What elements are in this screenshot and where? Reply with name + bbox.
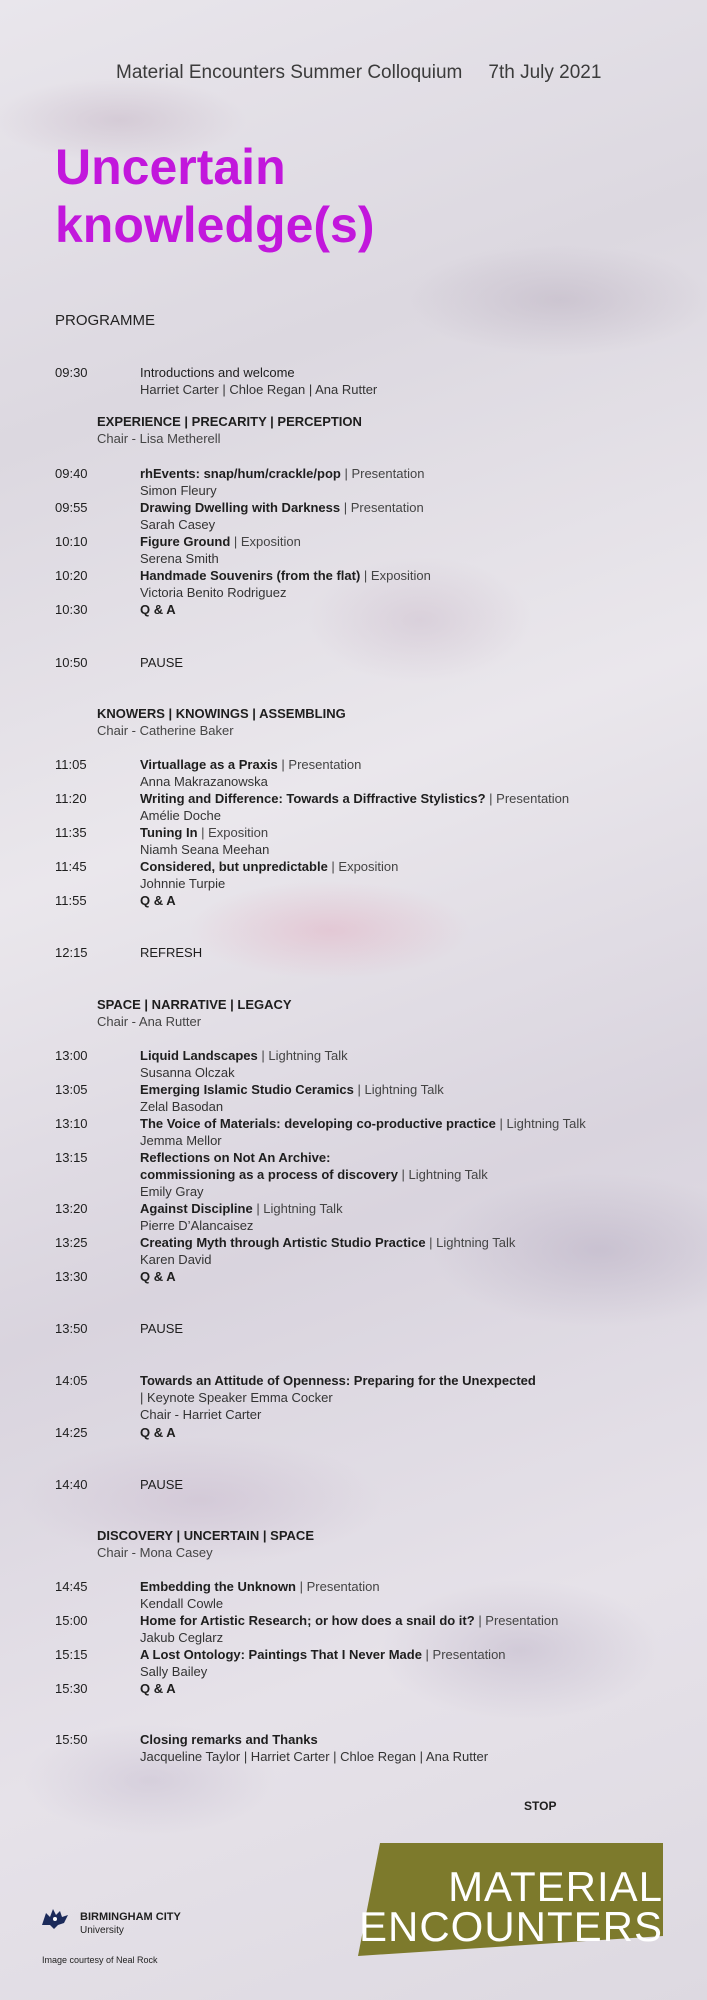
row-type: | Exposition [360, 568, 431, 583]
row-speaker: Jemma Mellor [140, 1133, 222, 1148]
row-type: | Exposition [197, 825, 269, 840]
programme-label: PROGRAMME [55, 312, 156, 329]
row-title: Drawing Dwelling with Darkness [140, 500, 341, 515]
row-title: Q & A [140, 1269, 176, 1284]
row-time: 13:20 [55, 1201, 88, 1216]
row-speaker: Karen David [140, 1252, 212, 1267]
row-time: 13:05 [55, 1082, 88, 1097]
row-time: 12:15 [55, 945, 88, 960]
row-title: Introductions and welcome [140, 365, 295, 380]
row-title: REFRESH [140, 945, 203, 960]
row-speaker: Johnnie Turpie [140, 876, 226, 891]
section-chair: Chair - Catherine Baker [97, 723, 234, 738]
row-title: PAUSE [140, 655, 184, 670]
row-time: 13:10 [55, 1116, 88, 1131]
row-time: 09:55 [55, 500, 88, 515]
row-time: 14:25 [55, 1425, 88, 1440]
row-time: 15:50 [55, 1732, 88, 1747]
event-name: Material Encounters Summer Colloquium [116, 62, 463, 83]
row-time: 13:25 [55, 1235, 88, 1250]
section-heading [97, 1527, 314, 1561]
row-time: 10:30 [55, 602, 88, 617]
row-speaker: Harriet Carter | Chloe Regan | Ana Rutter [140, 382, 378, 397]
row-type: | Presentation [340, 500, 424, 515]
image-credit: Image courtesy of Neal Rock [42, 1955, 158, 1965]
section-chair: Chair - Lisa Metherell [97, 431, 221, 446]
row-title: Creating Myth through Artistic Studio Practice [140, 1235, 426, 1250]
row-type: | Presentation [485, 791, 570, 806]
row-time: 11:20 [55, 791, 87, 806]
row-type: | Presentation [296, 1579, 380, 1594]
row-title: Handmade Souvenirs (from the flat) [140, 568, 361, 583]
row-title: A Lost Ontology: Paintings That I Never Made [140, 1647, 422, 1662]
university-name: BIRMINGHAM CITY [80, 1911, 181, 1923]
page-title [55, 138, 374, 254]
row-type: | Presentation [340, 466, 425, 481]
row-time: 09:30 [55, 365, 88, 380]
row-time: 11:05 [55, 757, 87, 772]
section-title: EXPERIENCE | PRECARITY | PERCEPTION [97, 414, 362, 429]
row-title: Home for Artistic Research; or how does a snail do it? [140, 1613, 475, 1628]
row-speaker: | Keynote Speaker Emma Cocker [140, 1390, 333, 1405]
row-time: 10:10 [55, 534, 88, 549]
row-type: | Lightning Talk [353, 1082, 444, 1097]
section-chair: Chair - Ana Rutter [97, 1014, 202, 1029]
row-title: Embedding the Unknown [140, 1579, 296, 1594]
row-title: Q & A [140, 1425, 176, 1440]
row-title: Against Discipline [140, 1201, 253, 1216]
row-speaker: Serena Smith [140, 551, 219, 566]
row-title: Writing and Difference: Towards a Diffractive Stylistics? [140, 791, 486, 806]
row-speaker: Sally Bailey [140, 1664, 208, 1679]
row-time: 14:05 [55, 1373, 88, 1388]
row-title: Q & A [140, 602, 176, 617]
row-title: Tuning In [140, 825, 198, 840]
row-time: 13:50 [55, 1321, 88, 1336]
row-type: | Lightning Talk [252, 1201, 343, 1216]
row-type: | Lightning Talk [257, 1048, 348, 1063]
section-title: DISCOVERY | UNCERTAIN | SPACE [97, 1528, 314, 1543]
event-header [116, 62, 601, 84]
section-title: SPACE | NARRATIVE | LEGACY [97, 997, 292, 1012]
row-time: 15:00 [55, 1613, 88, 1628]
stop-label: STOP [524, 1799, 557, 1813]
row-type: | Lightning Talk [397, 1167, 488, 1182]
row-title: PAUSE [140, 1477, 184, 1492]
section-title: KNOWERS | KNOWINGS | ASSEMBLING [97, 706, 346, 721]
section-chair: Chair - Mona Casey [97, 1545, 213, 1560]
row-title: PAUSE [140, 1321, 184, 1336]
row-speaker: Emily Gray [140, 1184, 204, 1199]
row-time: 11:35 [55, 825, 87, 840]
row-time: 11:55 [55, 893, 87, 908]
section-heading [97, 705, 346, 739]
row-chair: Chair - Harriet Carter [140, 1407, 262, 1422]
row-time: 11:45 [55, 859, 87, 874]
row-speaker: Niamh Seana Meehan [140, 842, 270, 857]
row-type: | Presentation [421, 1647, 506, 1662]
row-title: Towards an Attitude of Openness: Preparing for the Unexpected [140, 1373, 536, 1388]
row-title: Q & A [140, 893, 176, 908]
row-speaker: Susanna Olczak [140, 1065, 235, 1080]
row-speaker: Kendall Cowle [140, 1596, 224, 1611]
row-speaker: Pierre D’Alancaisez [140, 1218, 254, 1233]
row-speaker: Zelal Basodan [140, 1099, 224, 1114]
logo-line-1: MATERIAL [448, 1863, 663, 1910]
row-time: 14:40 [55, 1477, 88, 1492]
row-type: | Lightning Talk [495, 1116, 586, 1131]
row-type: | Exposition [230, 534, 301, 549]
title-line-2: knowledge(s) [55, 197, 375, 253]
row-title: Emerging Islamic Studio Ceramics [140, 1082, 354, 1097]
row-speaker: Simon Fleury [140, 483, 217, 498]
row-speaker: Jacqueline Taylor | Harriet Carter | Chloe Regan | Ana Rutter [140, 1749, 489, 1764]
griffin-crest-icon [40, 1905, 70, 1931]
section-heading [97, 413, 362, 447]
row-type: | Presentation [474, 1613, 559, 1628]
row-title: Q & A [140, 1681, 176, 1696]
row-title: Liquid Landscapes [140, 1048, 258, 1063]
row-time: 10:20 [55, 568, 88, 583]
row-time: 13:30 [55, 1269, 88, 1284]
row-time: 13:00 [55, 1048, 88, 1063]
event-date: 7th July 2021 [488, 62, 602, 83]
row-time: 15:15 [55, 1647, 88, 1662]
row-title-cont: commissioning as a process of discovery [140, 1167, 398, 1182]
row-type: | Exposition [327, 859, 399, 874]
row-time: 09:40 [55, 466, 88, 481]
row-time: 10:50 [55, 655, 88, 670]
title-line-1: Uncertain [55, 139, 286, 195]
row-speaker: Anna Makrazanowska [140, 774, 268, 789]
row-time: 13:15 [55, 1150, 88, 1165]
row-title: Figure Ground [140, 534, 231, 549]
row-speaker: Amélie Doche [140, 808, 221, 823]
row-speaker: Sarah Casey [140, 517, 216, 532]
row-title: Reflections on Not An Archive: [140, 1150, 331, 1165]
row-speaker: Jakub Ceglarz [140, 1630, 224, 1645]
row-time: 15:30 [55, 1681, 88, 1696]
material-encounters-logo [358, 1843, 663, 1956]
row-title: Virtuallage as a Praxis [140, 757, 278, 772]
row-type: | Presentation [277, 757, 362, 772]
row-type: | Lightning Talk [425, 1235, 516, 1250]
logo-line-2: ENCOUNTERS [358, 1903, 663, 1950]
row-title: Closing remarks and Thanks [140, 1732, 318, 1747]
row-time: 14:45 [55, 1579, 88, 1594]
row-title: rhEvents: snap/hum/crackle/pop [140, 466, 341, 481]
row-speaker: Victoria Benito Rodriguez [140, 585, 287, 600]
university-sub: University [80, 1925, 124, 1936]
row-title: The Voice of Materials: developing co-productive practice [140, 1116, 496, 1131]
row-title: Considered, but unpredictable [140, 859, 328, 874]
section-heading [97, 996, 292, 1030]
